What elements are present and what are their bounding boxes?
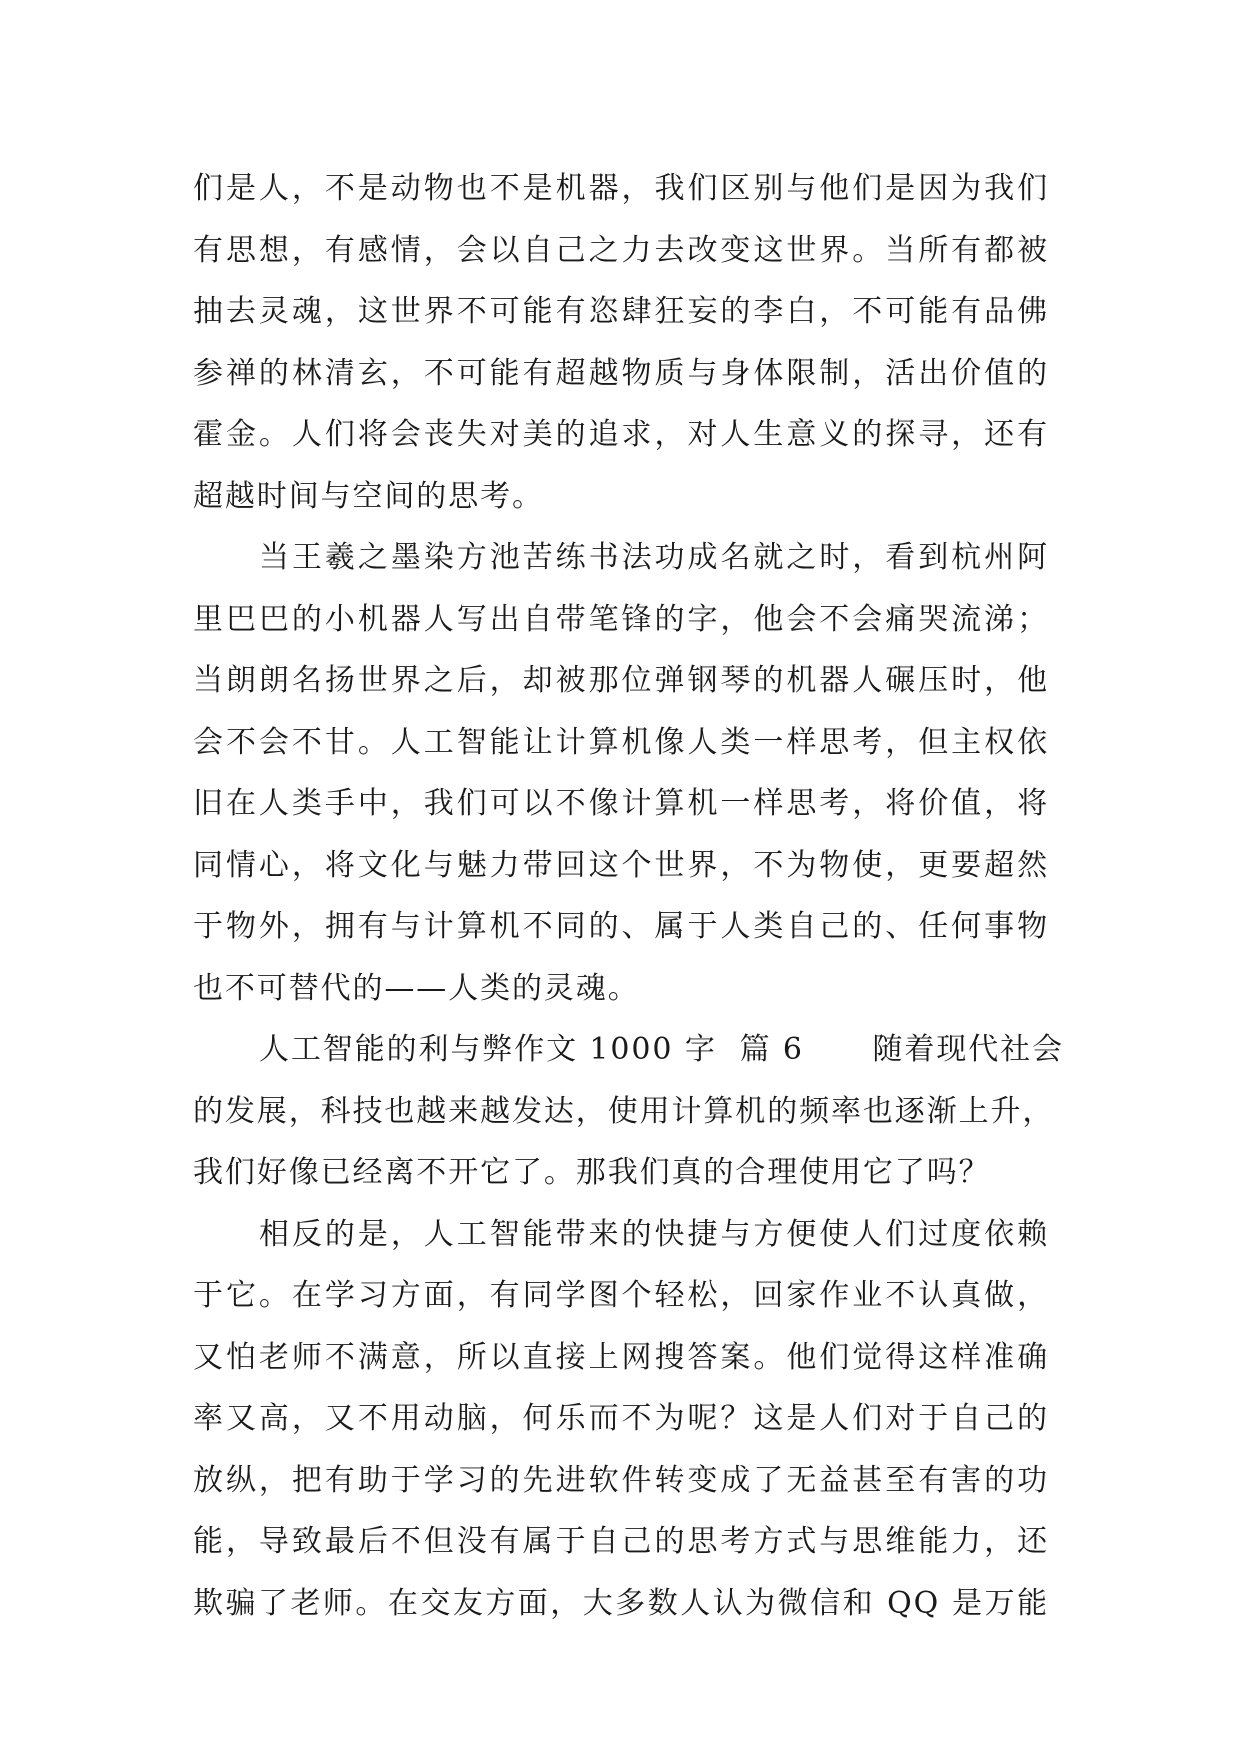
text-line: 欺骗了老师。在交友方面，大多数人认为微信和 QQ 是万能 [193,1585,1049,1621]
document-body [193,158,1064,1634]
text-line: 里巴巴的小机器人写出自带笔锋的字，他会不会痛哭流涕； [193,601,1049,637]
text-line: 又怕老师不满意，所以直接上网搜答案。他们觉得这样准确 [193,1339,1049,1375]
text-line: 当朗朗名扬世界之后，却被那位弹钢琴的机器人碾压时，他 [193,663,1049,698]
text-line: 参禅的林清玄，不可能有超越物质与身体限制，活出价值的 [193,355,1049,391]
text-line: 同情心，将文化与魅力带回这个世界，不为物使，更要超然 [193,847,1049,883]
text-line: 旧在人类手中，我们可以不像计算机一样思考，将价值，将 [193,786,1049,821]
text-line: 抽去灵魂，这世界不可能有恣肆狂妄的李白，不可能有品佛 [193,294,1049,329]
text-line: 超越时间与空间的思考。 [193,478,544,514]
text-line: 有思想，有感情，会以自己之力去改变这世界。当所有都被 [193,232,1049,268]
text-line: 当王羲之墨染方池苦练书法功成名就之时，看到杭州阿 [259,540,1049,575]
text-line: 们是人，不是动物也不是机器，我们区别与他们是因为我们 [193,171,1049,206]
text-line: 霍金。人们将会丧失对美的追求，对人生意义的探寻，还有 [193,417,1049,452]
text-line: 率又高，又不用动脑，何乐而不为呢？这是人们对于自己的 [193,1401,1049,1436]
text-line: 放纵，把有助于学习的先进软件转变成了无益甚至有害的功 [193,1462,1049,1498]
text-line: 于它。在学习方面，有同学图个轻松，回家作业不认真做， [193,1278,1049,1313]
text-line: 也不可替代的——人类的灵魂。 [193,970,640,1006]
text-line: 能，导致最后不但没有属于自己的思考方式与思维能力，还 [193,1524,1049,1559]
text-line: 于物外，拥有与计算机不同的、属于人类自己的、任何事物 [193,909,1049,944]
text-line: 相反的是，人工智能带来的快捷与方便使人们过度依赖 [259,1216,1049,1252]
text-line: 的发展，科技也越来越发达，使用计算机的频率也逐渐上升， [193,1093,1055,1129]
text-line: 我们好像已经离不开它了。那我们真的合理使用它了吗？ [193,1155,991,1190]
section-heading-line: 人工智能的利与弊作文 1000 字 篇 6 随着现代社会 [259,1032,1064,1067]
text-line: 会不会不甘。人工智能让计算机像人类一样思考，但主权依 [193,724,1049,760]
